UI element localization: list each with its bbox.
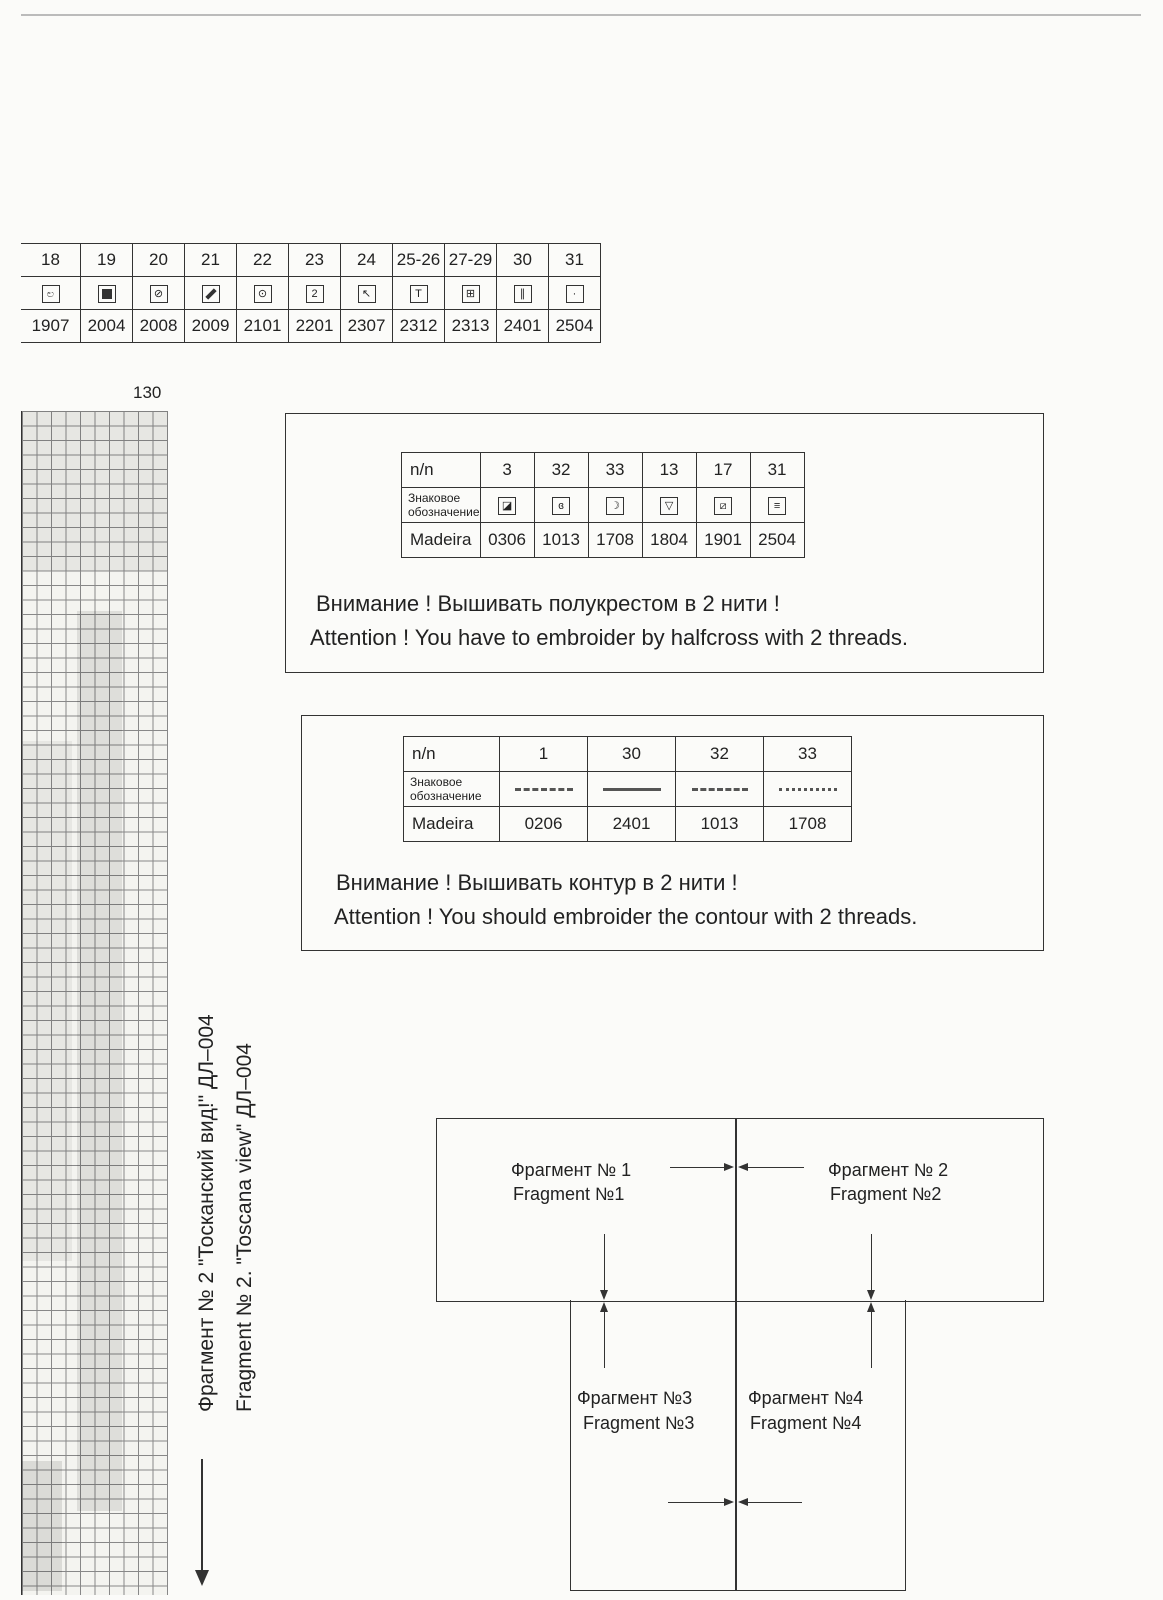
contour-key-table [403, 736, 852, 842]
key-code: 2504 [549, 310, 601, 343]
key-code: 2401 [497, 310, 549, 343]
pin-symbol-icon: ↖ [358, 285, 376, 303]
diag-loop-symbol-icon: ⊘ [150, 285, 168, 303]
arrow-shaft [748, 1502, 802, 1503]
contour-note-en: Attention ! You should embroider the contour with 2 threads. [334, 904, 918, 929]
thread-number: 33 [764, 737, 852, 772]
arrow-shaft [748, 1167, 804, 1168]
row-label-symbol: Знаковое обозначение [402, 488, 481, 523]
fragment-2-label-ru: Фрагмент № 2 [828, 1160, 949, 1180]
key-code: 2313 [445, 310, 497, 343]
halfcross-key-table [401, 452, 805, 558]
thread-number: 17 [696, 453, 750, 488]
dashed-line-icon [515, 788, 573, 791]
arrow-left-icon [738, 1163, 748, 1171]
key-code: 2009 [185, 310, 237, 343]
fragment-3-label-en: Fragment №3 [583, 1413, 695, 1433]
key-number: 19 [81, 244, 133, 277]
arrow-shaft [668, 1502, 724, 1503]
thread-number: 32 [534, 453, 588, 488]
key-code: 2307 [341, 310, 393, 343]
dot-circle-symbol-icon: ⊙ [254, 285, 272, 303]
fragment-2-label-en: Fragment №2 [830, 1184, 942, 1204]
bars-symbol-icon: ∥ [514, 285, 532, 303]
contour-legend-box [301, 715, 1044, 951]
down-arrow-icon [195, 1570, 209, 1586]
filled-square-symbol-icon [98, 285, 116, 303]
down-arrow-shaft [201, 1459, 203, 1574]
cross-box-symbol-icon: ⊞ [462, 285, 480, 303]
top-color-key-table [21, 243, 601, 343]
arrow-shaft [670, 1167, 724, 1168]
halfcross-note-en: Attention ! You have to embroider by halfcross with 2 threads. [310, 625, 909, 650]
key-code: 2201 [289, 310, 341, 343]
solid-line-icon [603, 788, 661, 791]
page-top-rule [21, 14, 1141, 16]
chart-region [22, 411, 168, 571]
arrow-shaft [604, 1234, 605, 1290]
key-numbers-row [21, 244, 601, 277]
key-number: 30 [497, 244, 549, 277]
row-label-number: n/n [402, 453, 481, 488]
halfcross-note-ru: Внимание ! Вышивать полукрестом в 2 нити ! [316, 591, 780, 616]
arrow-right-icon [724, 1498, 734, 1506]
fragment-divider-vertical [735, 1118, 737, 1590]
fragment-1-label-ru: Фрагмент № 1 [511, 1160, 632, 1180]
thread-number: 32 [676, 737, 764, 772]
fragment-1-label-en: Fragment №1 [513, 1184, 625, 1204]
equals-symbol-icon: ≡ [768, 497, 786, 515]
arrow-shaft [871, 1312, 872, 1368]
key-number: 23 [289, 244, 341, 277]
triangle-down-symbol-icon: ▽ [660, 497, 678, 515]
diag-bar-symbol-icon [202, 285, 220, 303]
thread-code: 1013 [534, 523, 588, 558]
key-number: 31 [549, 244, 601, 277]
spiral-symbol-icon: ɞ [552, 497, 570, 515]
thread-code: 0306 [480, 523, 534, 558]
arrow-shaft [871, 1234, 872, 1290]
key-code: 2004 [81, 310, 133, 343]
dot-symbol-icon: · [566, 285, 584, 303]
arrow-right-icon [724, 1163, 734, 1171]
thread-number: 13 [642, 453, 696, 488]
fragment-bottom-block [570, 1300, 906, 1591]
arrow-left-icon [738, 1498, 748, 1506]
key-number: 20 [133, 244, 185, 277]
arrow-down-icon [600, 1290, 608, 1300]
key-number: 18 [21, 244, 81, 277]
chart-region [22, 741, 72, 1261]
contour-note-ru: Внимание ! Вышивать контур в 2 нити ! [336, 870, 738, 895]
t-symbol-icon: T [410, 285, 428, 303]
key-code: 2312 [393, 310, 445, 343]
thread-number: 3 [480, 453, 534, 488]
arrow-up-icon [600, 1302, 608, 1312]
row-label-number: n/n [404, 737, 500, 772]
thread-number: 30 [588, 737, 676, 772]
thread-code: 2401 [588, 807, 676, 842]
key-code: 1907 [21, 310, 81, 343]
key-number: 27-29 [445, 244, 497, 277]
key-codes-row [21, 310, 601, 343]
fragment-top-block [436, 1118, 1044, 1302]
fragment-3-label-ru: Фрагмент №3 [577, 1388, 693, 1408]
arrow-up-icon [867, 1302, 875, 1312]
diagonal-symbol-icon: ⧄ [714, 497, 732, 515]
corner-fill-symbol-icon: ◪ [498, 497, 516, 515]
arrow-down-icon [867, 1290, 875, 1300]
fragment-title-ru: Фрагмент № 2 "Тосканский вид!" ДЛ–004 [195, 1014, 218, 1412]
chart-region [22, 1461, 62, 1591]
fragment-4-label-en: Fragment №4 [750, 1413, 862, 1433]
spiral-symbol-icon: ಲ [42, 285, 60, 303]
thread-code: 1901 [696, 523, 750, 558]
thread-number: 33 [588, 453, 642, 488]
arrow-shaft [604, 1312, 605, 1368]
row-label-brand: Madeira [402, 523, 481, 558]
thread-code: 1708 [588, 523, 642, 558]
thread-code: 0206 [500, 807, 588, 842]
digit-two-symbol-icon: 2 [306, 285, 324, 303]
dotted-line-icon [779, 788, 837, 791]
fragment-title-en: Fragment № 2. "Toscana view" ДЛ–004 [233, 1043, 256, 1412]
fragment-4-label-ru: Фрагмент №4 [748, 1388, 864, 1408]
cross-stitch-chart-grid [21, 411, 168, 1595]
row-label-brand: Madeira [404, 807, 500, 842]
key-number: 25-26 [393, 244, 445, 277]
chart-column-number: 130 [133, 383, 162, 402]
crescent-symbol-icon: ☽ [606, 497, 624, 515]
halfcross-legend-box [285, 413, 1044, 673]
key-number: 24 [341, 244, 393, 277]
key-number: 21 [185, 244, 237, 277]
thread-code: 1708 [764, 807, 852, 842]
thread-code: 1804 [642, 523, 696, 558]
thread-number: 1 [500, 737, 588, 772]
dash-dot-line-icon [692, 788, 748, 791]
thread-number: 31 [750, 453, 804, 488]
chart-region [77, 611, 122, 1511]
key-code: 2008 [133, 310, 185, 343]
thread-code: 2504 [750, 523, 804, 558]
key-number: 22 [237, 244, 289, 277]
key-code: 2101 [237, 310, 289, 343]
key-symbols-row [21, 277, 601, 310]
thread-code: 1013 [676, 807, 764, 842]
row-label-symbol: Знаковое обозначение [404, 772, 500, 807]
